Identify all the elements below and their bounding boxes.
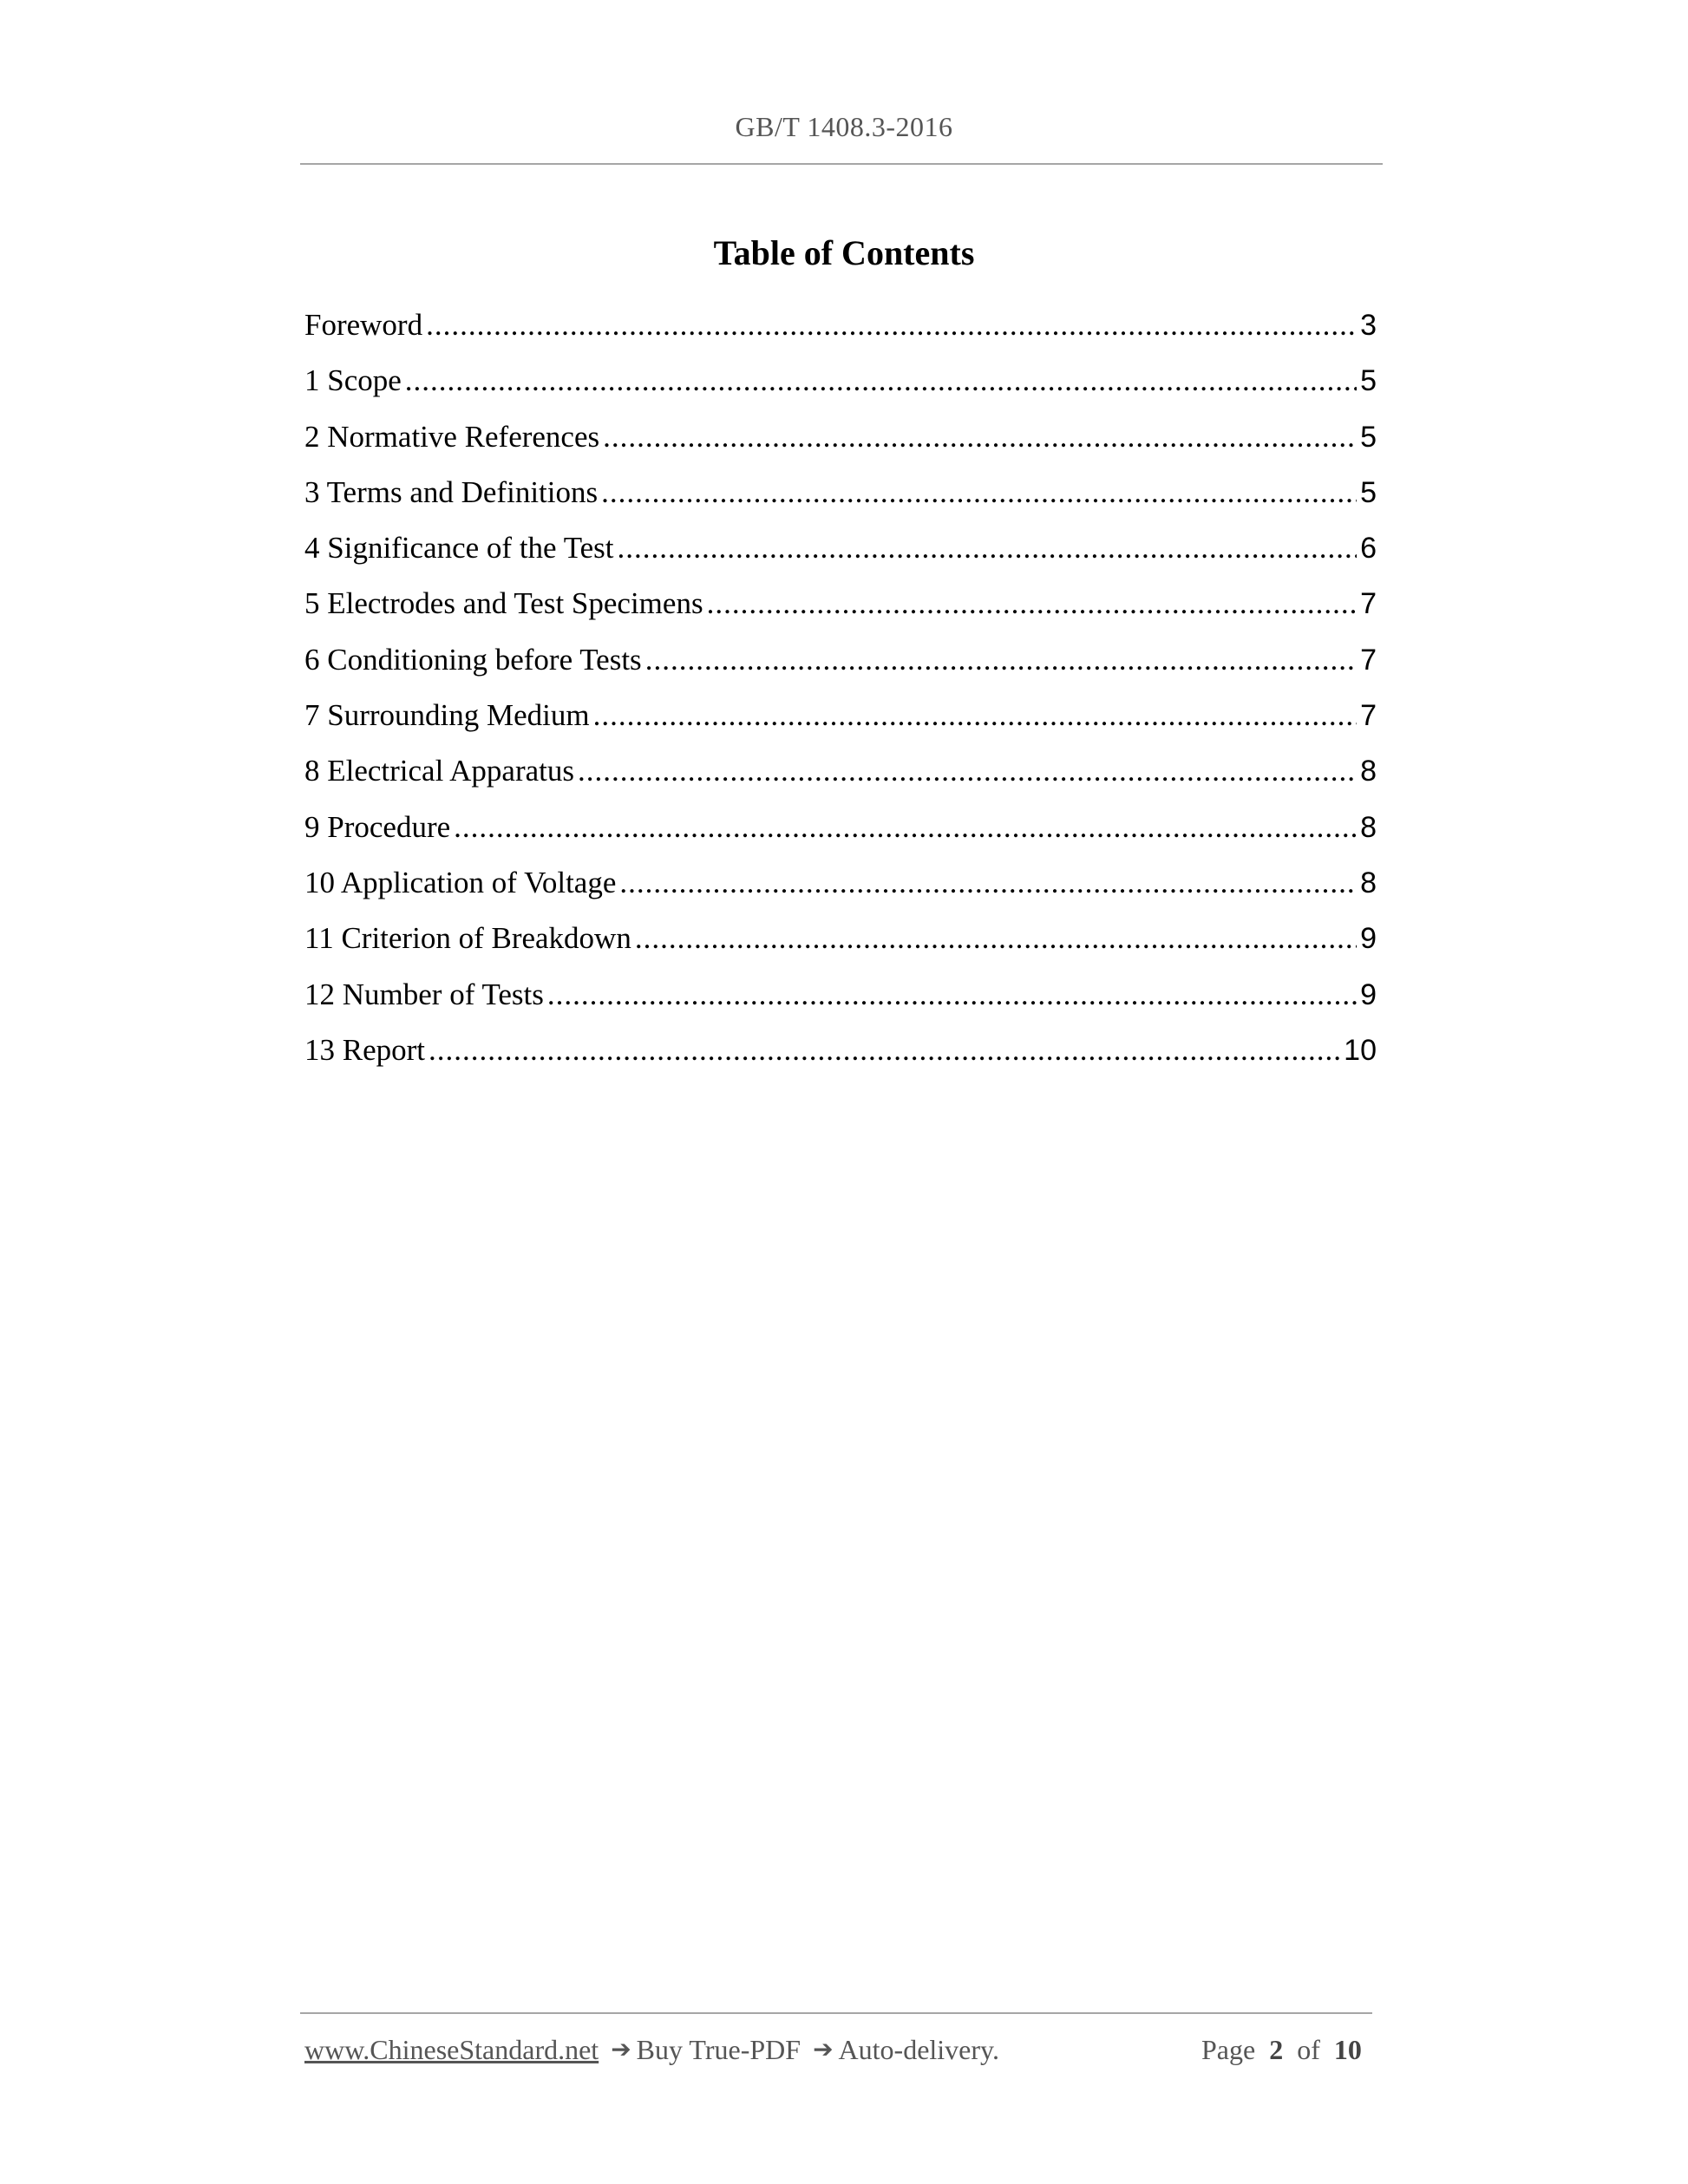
- current-page-number: 2: [1269, 2034, 1284, 2065]
- toc-leader-dots: [601, 475, 1357, 510]
- toc-leader-dots: [429, 1033, 1340, 1068]
- toc-entry-conditioning-before-tests[interactable]: [304, 643, 1377, 698]
- page-number-indicator: [1201, 2034, 1362, 2066]
- toc-leader-dots: [707, 586, 1358, 621]
- toc-leader-dots: [635, 921, 1357, 956]
- toc-leader-dots: [618, 531, 1358, 566]
- toc-entry-label: 10 Application of Voltage: [304, 865, 617, 899]
- total-page-count: 10: [1333, 2034, 1362, 2065]
- table-of-contents: [304, 308, 1377, 1089]
- of-label: of: [1297, 2034, 1320, 2065]
- footer-promo: [304, 2034, 999, 2066]
- toc-entry-electrodes-and-test-specimens[interactable]: [304, 586, 1377, 642]
- footer-divider: [300, 2012, 1372, 2014]
- toc-entry-label: 3 Terms and Definitions: [304, 474, 599, 509]
- toc-entry-label: 12 Number of Tests: [304, 977, 544, 1011]
- toc-entry-label: 4 Significance of the Test: [304, 531, 614, 566]
- toc-leader-dots: [603, 420, 1357, 454]
- page-label: Page: [1201, 2034, 1256, 2065]
- toc-entry-label: 9 Procedure: [304, 809, 451, 844]
- toc-entry-label: 11 Criterion of Breakdown: [304, 921, 631, 956]
- buy-true-pdf-text: Buy True-PDF: [636, 2034, 801, 2065]
- toc-leader-dots: [593, 698, 1357, 733]
- toc-entry-procedure[interactable]: [304, 810, 1377, 866]
- toc-entry-terms-and-definitions[interactable]: [304, 475, 1377, 531]
- toc-leader-dots: [619, 866, 1357, 900]
- toc-entry-page: 8: [1360, 866, 1377, 899]
- toc-entry-page: 5: [1360, 364, 1377, 398]
- toc-entry-page: 5: [1360, 420, 1377, 454]
- toc-entry-number-of-tests[interactable]: [304, 978, 1377, 1033]
- toc-leader-dots: [426, 308, 1357, 343]
- right-arrow-icon: ➔: [813, 2035, 834, 2063]
- toc-leader-dots: [547, 978, 1357, 1012]
- toc-entry-page: 10: [1344, 1033, 1377, 1067]
- toc-entry-label: 8 Electrical Apparatus: [304, 754, 574, 788]
- toc-leader-dots: [405, 363, 1357, 398]
- toc-entry-label: 2 Normative References: [304, 419, 600, 454]
- toc-entry-foreword[interactable]: [304, 308, 1377, 363]
- toc-leader-dots: [578, 754, 1357, 788]
- toc-entry-scope[interactable]: [304, 363, 1377, 419]
- toc-entry-label: Foreword: [304, 308, 423, 342]
- header-standard-number: GB/T 1408.3-2016: [735, 111, 953, 142]
- toc-entry-electrical-apparatus[interactable]: [304, 754, 1377, 809]
- header-divider: [300, 163, 1383, 165]
- auto-delivery-text: Auto-delivery.: [838, 2034, 999, 2065]
- toc-entry-label: 5 Electrodes and Test Specimens: [304, 586, 703, 621]
- toc-entry-normative-references[interactable]: [304, 420, 1377, 475]
- toc-entry-report[interactable]: [304, 1033, 1377, 1089]
- toc-entry-page: 3: [1360, 309, 1377, 342]
- toc-entry-page: 9: [1360, 922, 1377, 956]
- toc-heading: Table of Contents: [713, 233, 975, 272]
- toc-leader-dots: [454, 810, 1357, 845]
- toc-entry-page: 5: [1360, 475, 1377, 509]
- toc-entry-label: 1 Scope: [304, 363, 402, 398]
- toc-entry-significance-of-the-test[interactable]: [304, 531, 1377, 586]
- toc-entry-page: 8: [1360, 810, 1377, 844]
- toc-entry-page: 6: [1360, 532, 1377, 566]
- toc-entry-page: 7: [1360, 587, 1377, 621]
- toc-entry-application-of-voltage[interactable]: [304, 866, 1377, 921]
- toc-entry-page: 7: [1360, 699, 1377, 733]
- toc-entry-label: 13 Report: [304, 1032, 426, 1067]
- toc-entry-surrounding-medium[interactable]: [304, 698, 1377, 754]
- right-arrow-icon: ➔: [611, 2035, 631, 2063]
- toc-entry-page: 9: [1360, 978, 1377, 1011]
- toc-entry-label: 6 Conditioning before Tests: [304, 642, 642, 677]
- chinesestandard-link[interactable]: www.ChineseStandard.net: [304, 2034, 599, 2065]
- toc-entry-page: 7: [1360, 643, 1377, 677]
- toc-entry-label: 7 Surrounding Medium: [304, 698, 590, 733]
- toc-entry-criterion-of-breakdown[interactable]: [304, 921, 1377, 977]
- toc-entry-page: 8: [1360, 755, 1377, 788]
- toc-leader-dots: [645, 643, 1357, 677]
